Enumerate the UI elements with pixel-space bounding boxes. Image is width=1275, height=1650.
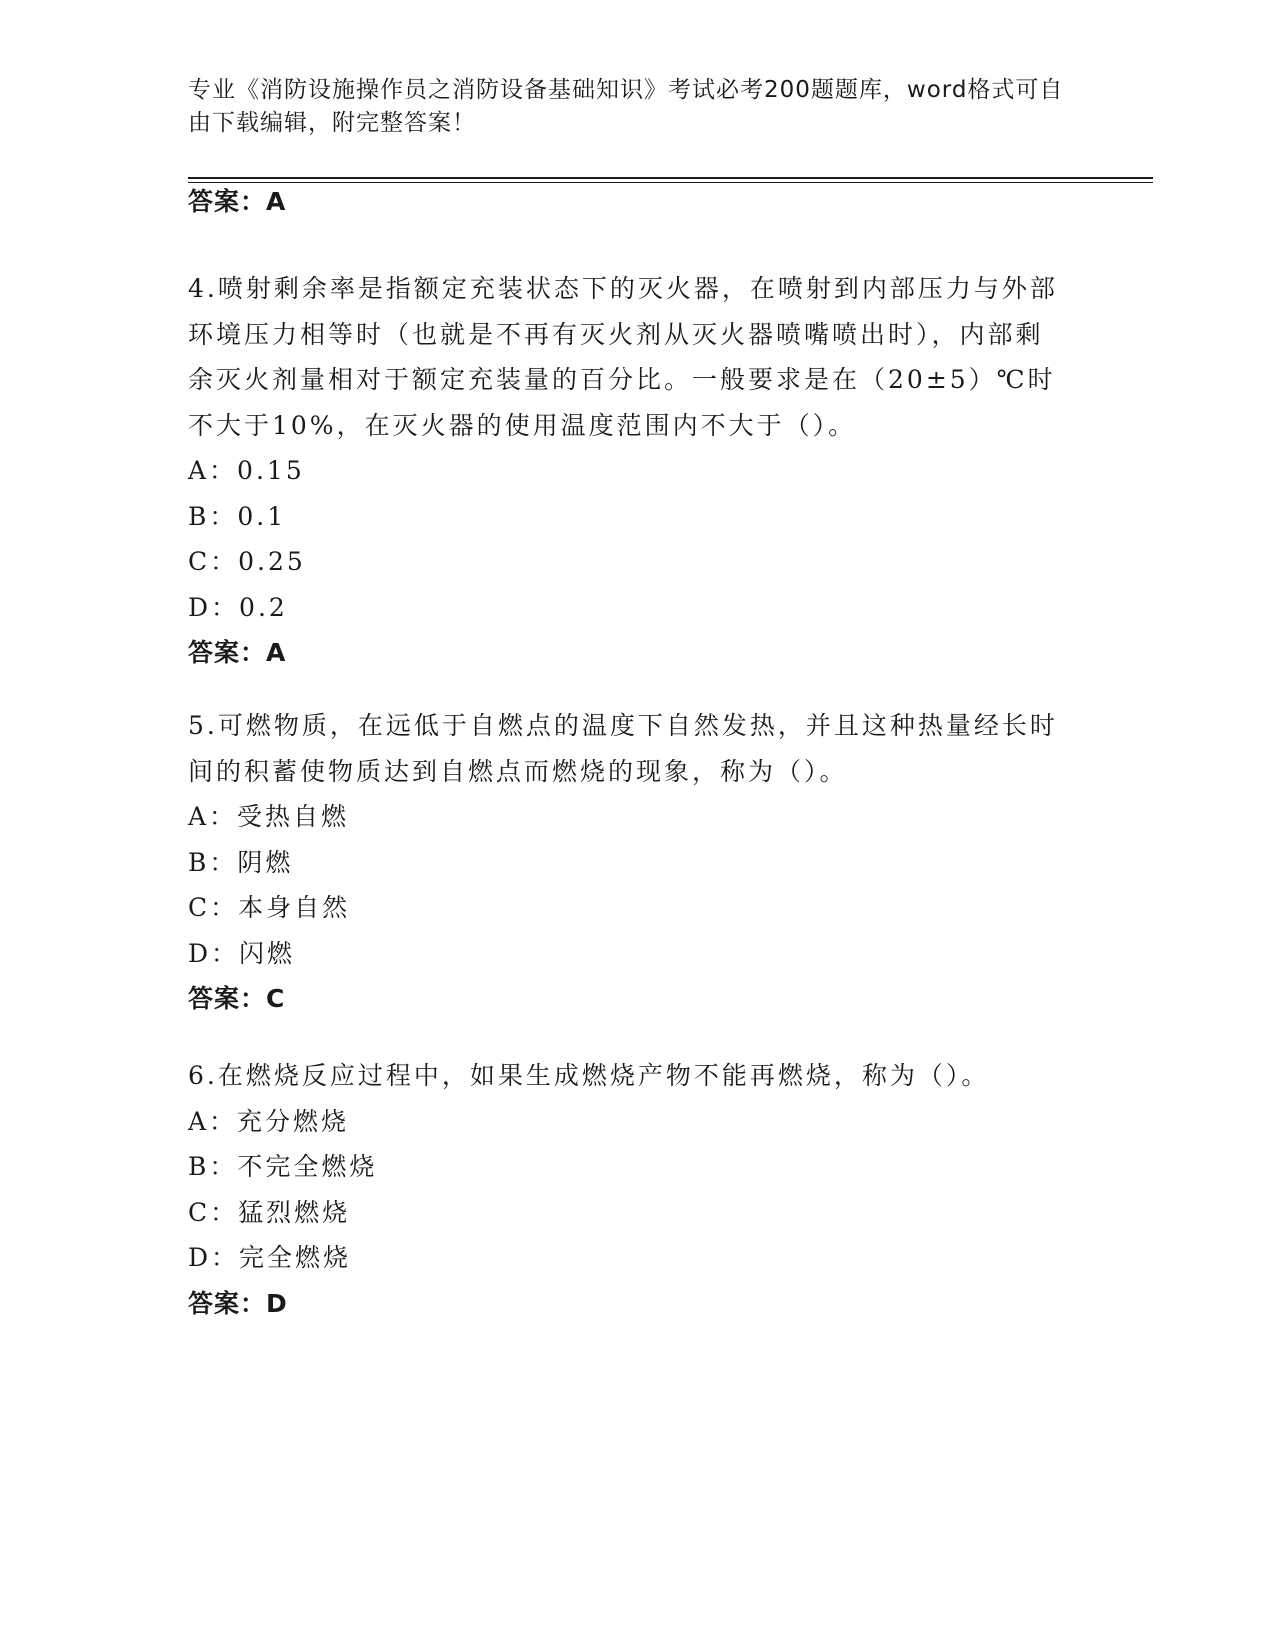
option-c: C：0.25 <box>188 547 306 576</box>
header-divider-thin <box>188 182 1153 183</box>
option-d: D：完全燃烧 <box>188 1243 352 1272</box>
document-header: 专业《消防设施操作员之消防设备基础知识》考试必考200题题库，word格式可自由下载编辑，附完整答案！ <box>188 77 1064 136</box>
question-text: 4.喷射剩余率是指额定充装状态下的灭火器，在喷射到内部压力与外部环境压力相等时（也就是不再有灭火剂从灭火器喷嘴喷出时），内部剩余灭火剂量相对于额定充装量的百分比。一般要求是在（20±5）℃时不大于10%，在灭火器的使用温度范围内不大于（）。 <box>188 274 1058 440</box>
answer: 答案：C <box>188 984 286 1013</box>
option-a: A：充分燃烧 <box>188 1106 350 1136</box>
option-d: D：闪燃 <box>188 938 296 968</box>
question-text: 6.在燃烧反应过程中，如果生成燃烧产物不能再燃烧，称为（）。 <box>188 1061 990 1090</box>
option-b: B：阴燃 <box>188 847 294 877</box>
question-5 <box>188 703 1068 1014</box>
option-c: C：本身自然 <box>188 893 351 922</box>
question-4 <box>188 266 1068 668</box>
option-b: B：0.1 <box>188 501 287 531</box>
option-d: D：0.2 <box>188 592 288 622</box>
header-divider-thick <box>188 177 1153 179</box>
question-6 <box>188 1053 1068 1319</box>
option-a: A：受热自燃 <box>188 802 350 831</box>
option-a: A：0.15 <box>188 456 305 485</box>
option-b: B：不完全燃烧 <box>188 1152 378 1181</box>
option-c: C：猛烈燃烧 <box>188 1197 351 1227</box>
answer: 答案：D <box>188 1288 288 1318</box>
previous-answer: 答案：A <box>188 187 287 216</box>
answer: 答案：A <box>188 638 287 667</box>
question-text: 5.可燃物质，在远低于自燃点的温度下自然发热，并且这种热量经长时间的积蓄使物质达到自燃点而燃烧的现象，称为（）。 <box>188 711 1058 786</box>
